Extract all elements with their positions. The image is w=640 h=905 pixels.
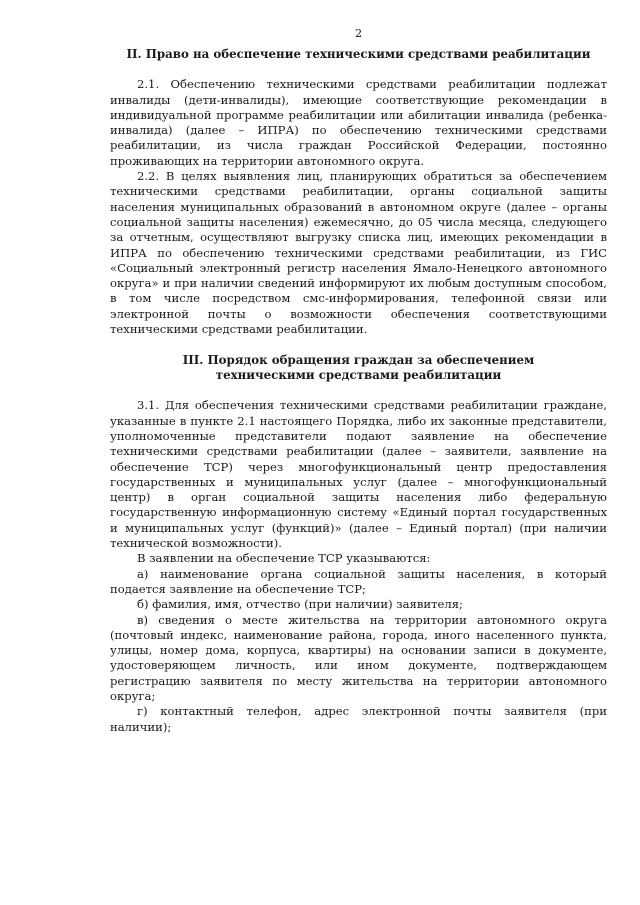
spacer xyxy=(110,62,607,77)
list-item-v: в) сведения о месте жительства на территории автономного округа (почтовый индекс, наименование района, города, иного населенного пункта, улицы, номер дома, корпуса, квартиры) на основании записи в документе, удостоверяющем личность, или ином документе, подтверждающем регистрацию заявителя по месту жительства на территории автономного округа; xyxy=(110,612,607,703)
list-item-b: б) фамилия, имя, отчество (при наличии) заявителя; xyxy=(137,597,463,612)
list-item-a: а) наименование органа социальной защиты населения, в который подается заявление на обеспечение ТСР; xyxy=(110,566,607,596)
page-number: 2 xyxy=(354,26,363,40)
paragraph-3-1: 3.1. Для обеспечения техническими средствами реабилитации граждане, указанные в пункте 2.1 настоящего Порядка, либо их законные представители, уполномоченные представители подают заявление на обеспечение техническими средствами реабилитации (далее – заявители, заявление на обеспечение ТСР) через многофункциональный центр предоставления государственных и муниципальных услуг (далее – многофункциональный центр) в орган социальной защиты населения либо федеральную государственную информационную систему «Единый портал государственных и муниципальных услуг (функций)» (далее – Единый портал) (при наличии технической возможности). xyxy=(110,398,607,551)
spacer xyxy=(110,337,607,353)
paragraph-2-1: 2.1. Обеспечению техническими средствами реабилитации подлежат инвалиды (дети-инвалиды), имеющие соответствующие рекомендации в индивидуальной программе реабилитации или абилитации инвалида (ребенка-инвалида) (далее – ИПРА) по обеспечению техническими средствами реабилитации, из числа граждан Российской Федерации, постоянно проживающих на территории автономного округа. xyxy=(110,77,607,168)
section-2-heading: II. Право на обеспечение техническими средствами реабилитации xyxy=(126,47,591,62)
document-page xyxy=(110,26,607,735)
list-item-g: г) контактный телефон, адрес электронной почты заявителя (при наличии); xyxy=(110,704,607,734)
section-3-heading-line-2: техническими средствами реабилитации xyxy=(215,368,502,383)
paragraph-application-contents: В заявлении на обеспечение ТСР указываются: xyxy=(137,551,431,566)
section-3-heading-line-1: III. Порядок обращения граждан за обеспечением xyxy=(182,353,535,368)
paragraph-2-2: 2.2. В целях выявления лиц, планирующих обратиться за обеспечением техническими средствами реабилитации, органы социальной защиты населения муниципальных образований в автономном округе (далее – органы социальной защиты населения) ежемесячно, до 05 числа месяца, следующего за отчетным, осуществляют выгрузку списка лиц, имеющих рекомендации в ИПРА по обеспечению техническими средствами реабилитации, из ГИС «Социальный электронный регистр населения Ямало-Ненецкого автономного округа» и при наличии сведений информируют их любым доступным способом, в том числе посредством смс-информирования, телефонной связи или электронной почты о возможности обеспечения соответствующими техническими средствами реабилитации. xyxy=(110,169,607,337)
spacer xyxy=(110,383,607,398)
section-3-heading xyxy=(110,353,607,383)
